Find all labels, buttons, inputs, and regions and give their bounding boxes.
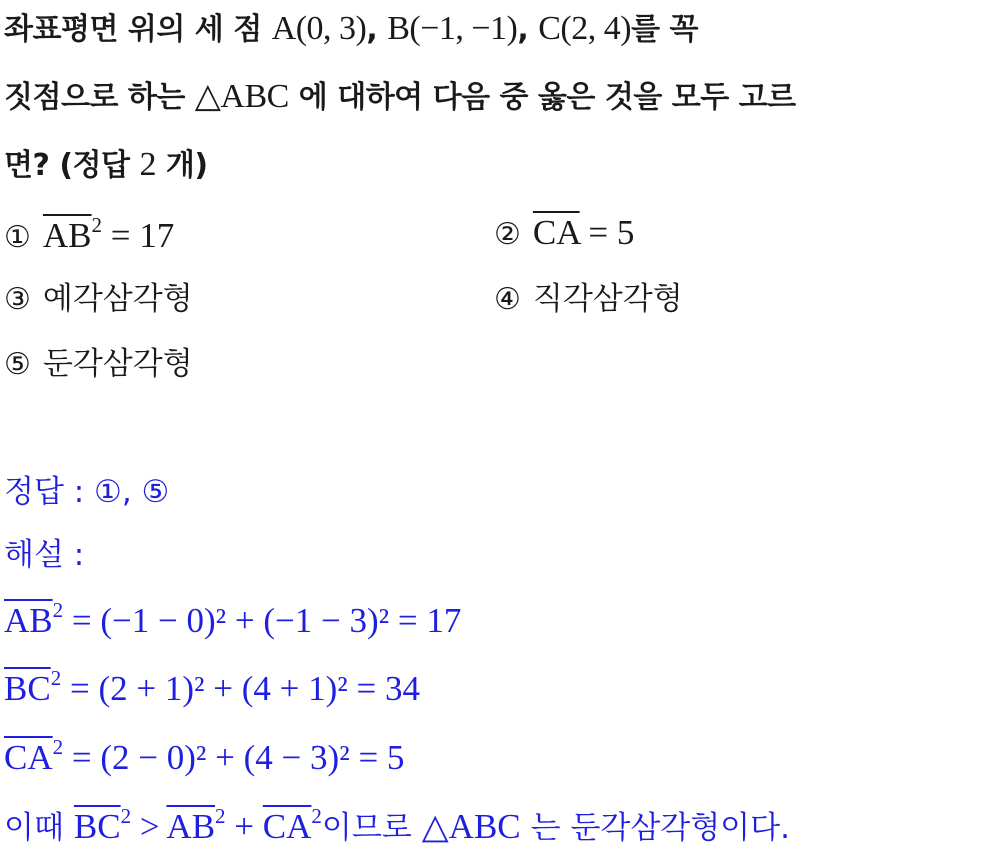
exponent: 2 — [120, 804, 132, 828]
conclusion-text: 이므로 — [321, 810, 412, 846]
choice-number: ④ — [494, 282, 521, 317]
choice-text: 둔각삼각형 — [42, 346, 193, 382]
triangle-abc: △ABC — [421, 807, 521, 846]
segment-bc: $\overline{BC}$ — [73, 807, 121, 846]
answer-label: 정답 : ①, ⑤ — [4, 474, 170, 510]
equation-rhs: = (2 − 0)² + (4 − 3)² = 5 — [63, 738, 405, 777]
answer-count: 2 — [139, 146, 156, 183]
exponent: 2 — [215, 804, 226, 828]
question-text: 짓점으로 하는 — [4, 80, 185, 115]
equation-rhs: = (2 + 1)² + (4 + 1)² = 34 — [61, 669, 421, 708]
question-text: 에 대하여 다음 중 옳은 것을 모두 고르 — [298, 80, 796, 115]
choice-value: = 17 — [102, 216, 175, 255]
conclusion — [4, 806, 790, 844]
choice-number: ③ — [4, 282, 31, 317]
segment-ab: $\overline{AB}$ — [42, 216, 92, 255]
point-c: C(2, 4) — [538, 10, 632, 47]
choice-5[interactable] — [4, 347, 193, 380]
point-a: A(0, 3) — [271, 10, 367, 47]
choice-number: ⑤ — [4, 347, 31, 382]
question-text: 좌표평면 위의 세 점 — [4, 12, 262, 47]
choice-text: 예각삼각형 — [42, 281, 193, 317]
question-text: 개) — [165, 148, 208, 183]
triangle-abc: △ABC — [194, 78, 289, 115]
exponent: 2 — [52, 598, 64, 622]
choice-1[interactable] — [4, 215, 174, 253]
segment-ab: $\overline{AB}$ — [166, 807, 216, 846]
exponent: 2 — [52, 735, 64, 759]
explanation-label: 해설 : — [4, 537, 85, 573]
separator: , — [366, 12, 378, 47]
segment-ca: $\overline{CA}$ — [262, 807, 312, 846]
segment-ab: $\overline{AB}$ — [4, 601, 53, 640]
conclusion-text: 는 둔각삼각형이다. — [530, 810, 790, 846]
choice-4[interactable] — [494, 282, 683, 315]
equation-rhs: = (−1 − 0)² + (−1 − 3)² = 17 — [63, 601, 462, 640]
plus: + — [225, 807, 263, 846]
exponent: 2 — [311, 804, 322, 828]
question-line-2 — [4, 80, 796, 114]
exponent: 2 — [50, 666, 62, 690]
choice-value: = 5 — [579, 213, 635, 252]
exponent: 2 — [91, 213, 103, 237]
segment-bc: $\overline{BC}$ — [4, 669, 51, 708]
question-line-3 — [4, 148, 208, 182]
question-text: 를 꼭 — [631, 12, 698, 47]
question-line-1 — [4, 12, 698, 46]
point-b: B(−1, −1) — [387, 10, 518, 47]
equation-ca — [4, 737, 404, 775]
choice-3[interactable] — [4, 282, 193, 315]
choice-text: 직각삼각형 — [532, 281, 683, 317]
conclusion-text: 이때 — [4, 810, 64, 846]
equation-bc — [4, 668, 420, 706]
equation-ab — [4, 600, 461, 638]
choice-number: ① — [4, 220, 31, 255]
separator: , — [517, 12, 529, 47]
greater-than: > — [131, 807, 167, 846]
segment-ca: $\overline{CA}$ — [532, 213, 580, 252]
choice-2[interactable] — [494, 215, 634, 250]
question-text: 면? (정답 — [4, 148, 130, 183]
choice-number: ② — [494, 217, 521, 252]
segment-ca: $\overline{CA}$ — [4, 738, 53, 777]
